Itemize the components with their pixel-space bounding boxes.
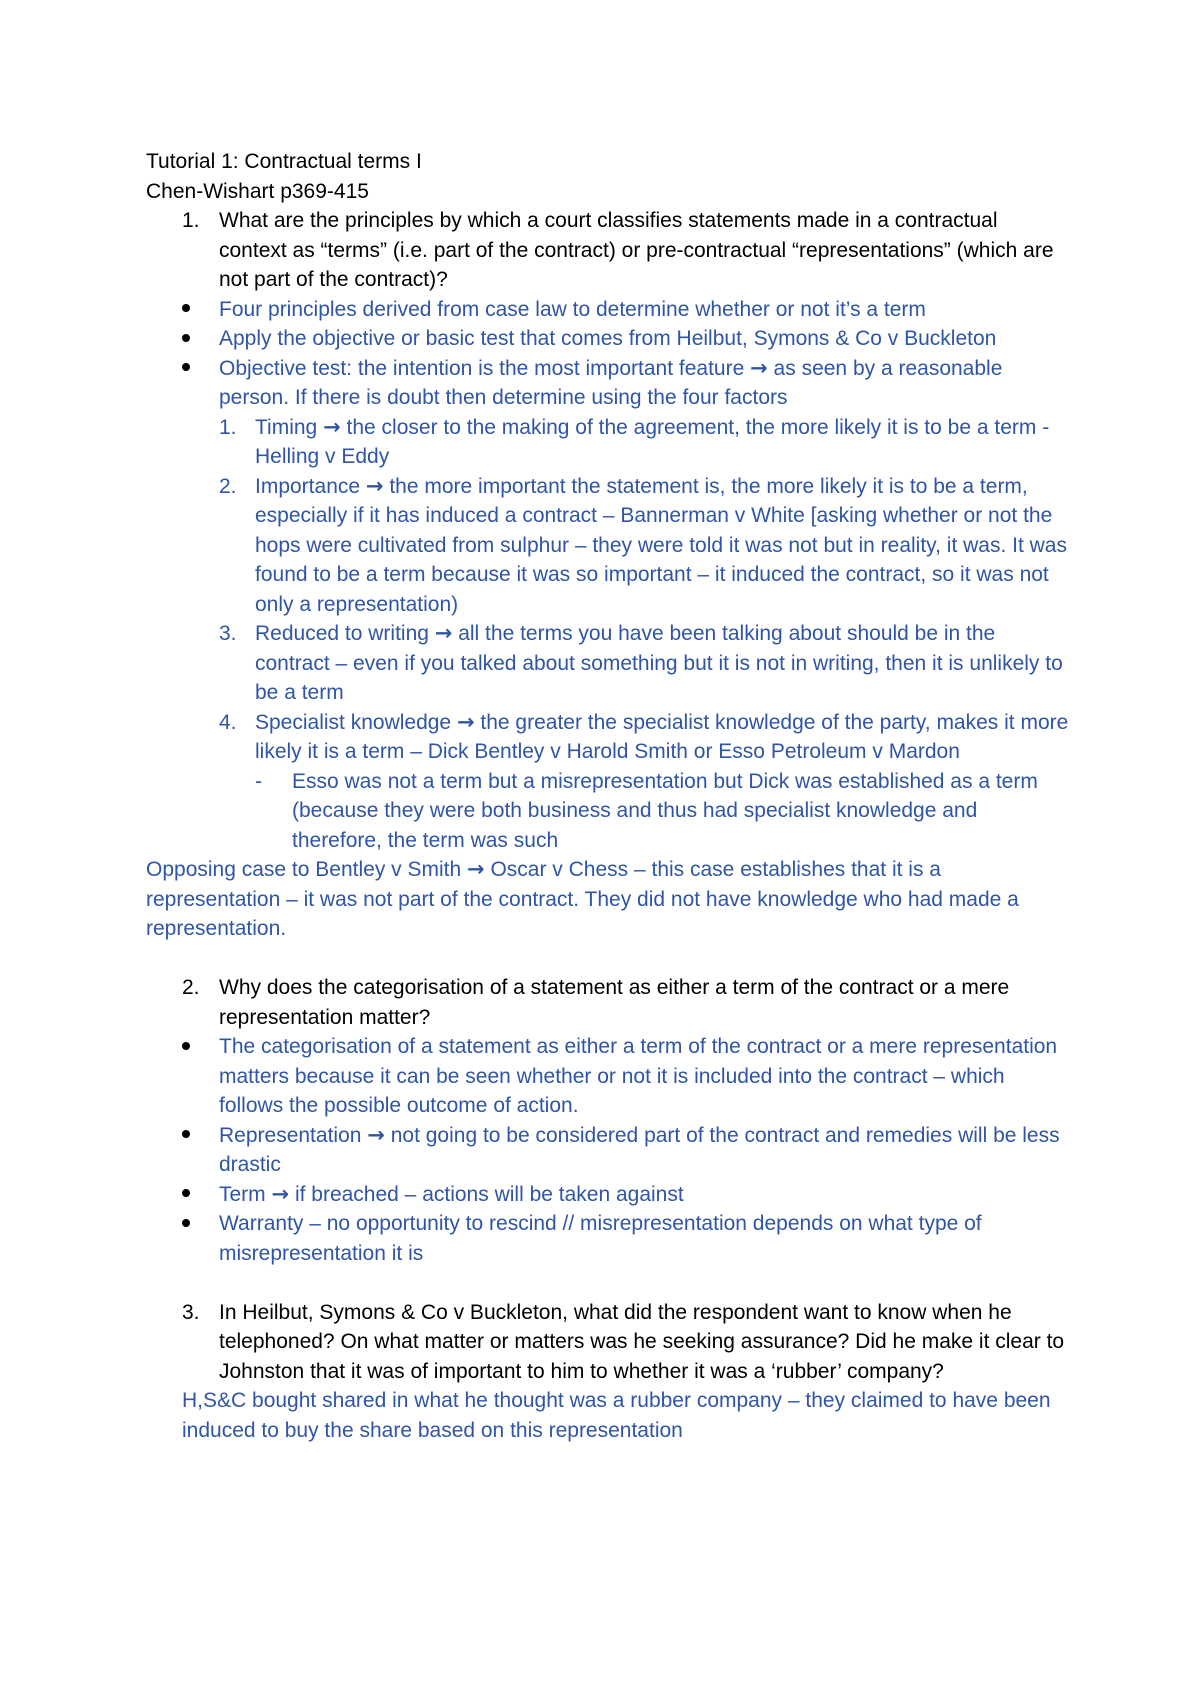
bullet-icon — [182, 1209, 202, 1239]
factor-number: 3. — [219, 622, 237, 645]
factor-item — [146, 619, 1071, 708]
answer-text: H,S&C bought shared in what he thought was a rubber company – they claimed to have been induced to buy the share based on this representation — [182, 1389, 1051, 1442]
arrow-icon: → — [365, 473, 384, 498]
answer-bullet — [146, 354, 1071, 413]
document-body — [146, 147, 1071, 1445]
bullet-icon — [182, 1180, 202, 1210]
arrow-icon: → — [434, 621, 453, 645]
bullet-text: The categorisation of a statement as either a term of the contract or a mere representation matters because it can be seen whether or not it is included into the contract – which follows the possible outcome of action. — [219, 1035, 1058, 1117]
question-text: Why does the categorisation of a statement as either a term of the contract or a mere representation matter? — [219, 976, 1010, 1029]
opposing-case-note: Opposing case to Bentley v Smith → Oscar v Chess – this case establishes that it is a representation – it was not part of the contract. They did not have knowledge who had made a representation. — [146, 857, 1019, 940]
answer-bullet — [146, 1209, 1071, 1268]
bullet-icon — [182, 354, 202, 384]
question-1 — [146, 206, 1071, 295]
bullet-text: Objective test: the intention is the most important feature → as seen by a reasonable person. If there is doubt then determine using the four factors — [219, 355, 1003, 409]
answer-bullet — [146, 324, 1071, 354]
question-number: 1. — [182, 209, 200, 232]
answer-bullet — [146, 1180, 1071, 1210]
factor-item — [146, 472, 1071, 620]
question-text: In Heilbut, Symons & Co v Buckleton, what did the respondent want to know when he telephoned? On what matter or matters was he seeking assurance? Did he make it clear to Johnston that it was of important to him to whether it was a ‘rubber’ company? — [219, 1300, 1065, 1383]
factor-item — [146, 413, 1071, 472]
bullet-icon — [182, 295, 202, 325]
arrow-icon: → — [456, 709, 475, 734]
factor-text: Timing → the closer to the making of the agreement, the more likely it is to be a term - Helling v Eddy — [255, 414, 1050, 468]
factor-text: Reduced to writing → all the terms you have been talking about should be in the contract – even if you talked about something but it is not in writing, then it is unlikely to be a term — [255, 621, 1063, 704]
arrow-icon: → — [750, 355, 768, 380]
arrow-icon: → — [271, 1181, 290, 1206]
arrow-icon: → — [367, 1122, 385, 1147]
spacer — [146, 1268, 1071, 1298]
bullet-text: Term → if breached – actions will be taken against — [219, 1181, 684, 1206]
arrow-icon: → — [467, 857, 485, 881]
dash-marker: - — [255, 769, 262, 793]
question-3 — [146, 1298, 1071, 1387]
factor-number: 4. — [219, 710, 237, 734]
dash-text: Esso was not a term but a misrepresentation but Dick was established as a term (because they were both business and thus had specialist knowledge and therefore, the term was such — [292, 769, 1038, 852]
arrow-icon: → — [323, 414, 341, 439]
factor-number: 2. — [219, 474, 237, 498]
bullet-icon — [182, 1032, 202, 1062]
bullet-text: Representation → not going to be considered part of the contract and remedies will be less drastic — [219, 1122, 1060, 1176]
factor-number: 1. — [219, 415, 237, 439]
answer-bullet — [146, 1121, 1071, 1180]
answer-bullet — [146, 295, 1071, 325]
dash-item — [146, 767, 1071, 856]
question-number: 2. — [182, 976, 200, 999]
factor-item — [146, 708, 1071, 767]
bullet-text: Apply the objective or basic test that comes from Heilbut, Symons & Co v Buckleton — [219, 327, 997, 350]
question-2 — [146, 973, 1071, 1032]
spacer — [146, 944, 1071, 974]
factor-text: Specialist knowledge → the greater the specialist knowledge of the party, makes it more likely it is a term – Dick Bentley v Harold Smith or Esso Petroleum v Mardon — [255, 709, 1069, 763]
question-text: What are the principles by which a court classifies statements made in a contractual context as “terms” (i.e. part of the contract) or pre-contractual “representations” (which are not part of the contract)? — [219, 209, 1054, 291]
answer-bullet — [146, 1032, 1071, 1121]
bullet-icon — [182, 1121, 202, 1151]
bullet-text: Warranty – no opportunity to rescind // misrepresentation depends on what type of misrepresentation it is — [219, 1212, 982, 1265]
reading-reference: Chen-Wishart p369-415 — [146, 179, 369, 203]
factor-text: Importance → the more important the statement is, the more likely it is to be a term, especially if it has induced a contract – Bannerman v White [asking whether or not the hops were cultivated from sulphur – they were told it was not but in reality, it was. It was found to be a term because it was so important – it induced the contract, so it was not only a representation) — [255, 473, 1067, 616]
question-number: 3. — [182, 1300, 200, 1324]
bullet-icon — [182, 324, 202, 354]
bullet-text: Four principles derived from case law to determine whether or not it’s a term — [219, 297, 926, 321]
document-title: Tutorial 1: Contractual terms I — [146, 150, 422, 173]
